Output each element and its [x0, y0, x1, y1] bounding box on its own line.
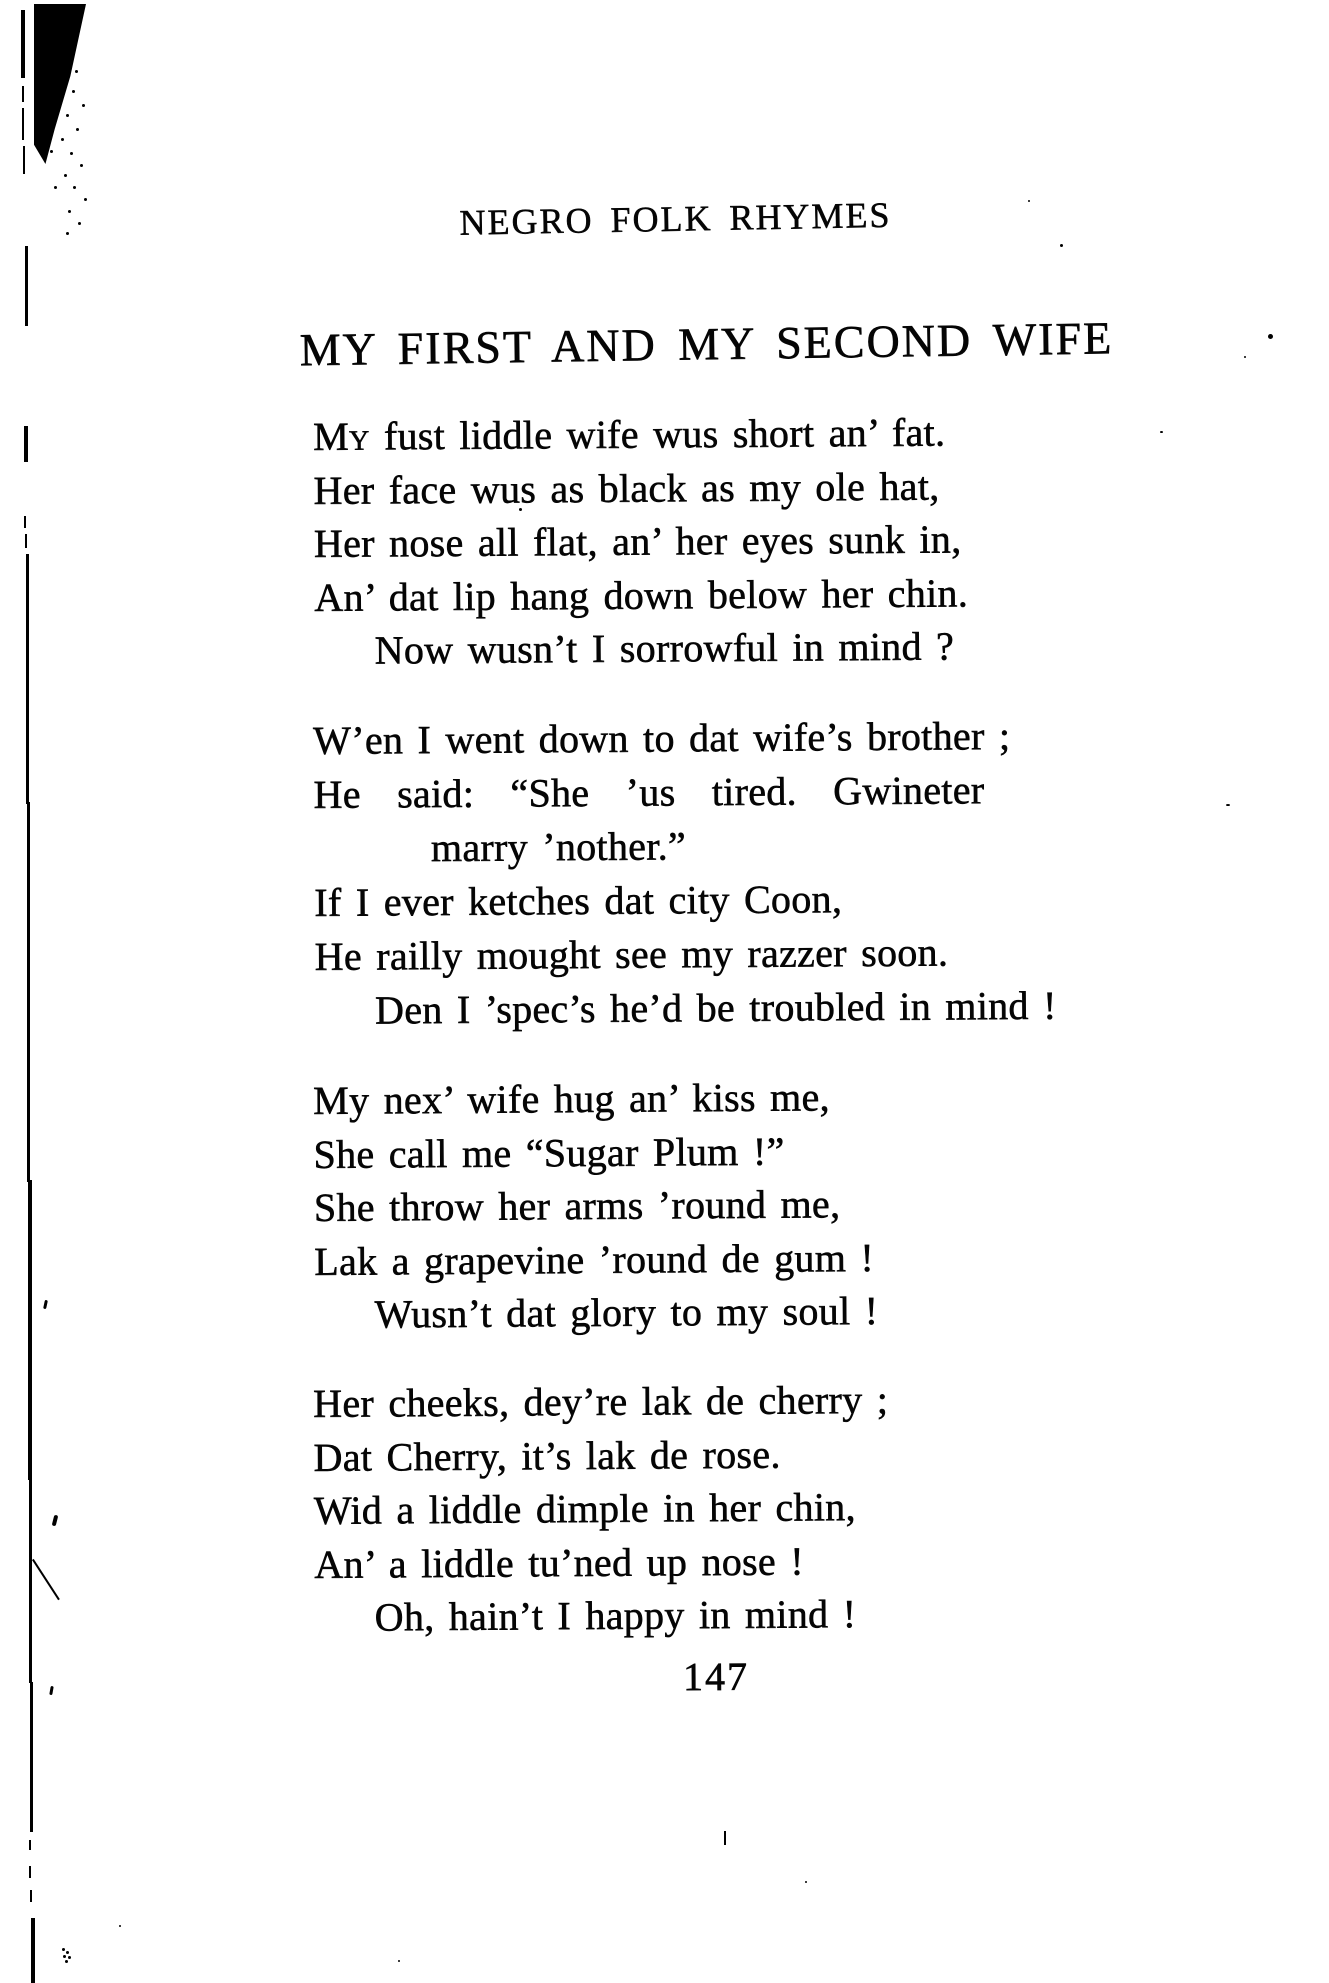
- poem-line-text: Lak a grapevine ’round de gum !: [314, 1234, 875, 1284]
- scan-speck: [805, 1881, 807, 1883]
- ink-speckles-artifact: [60, 40, 63, 43]
- margin-line-artifact: [24, 426, 28, 462]
- poem-line-text: An’ dat lip hang down below her chin.: [314, 569, 969, 620]
- poem-line: [375, 979, 1057, 1038]
- margin-line-artifact: [29, 1840, 31, 1850]
- poem-line-text: marry ’nother.”: [430, 823, 687, 871]
- scan-speck: [119, 1925, 121, 1927]
- poem-line-text: Oh, hain’t I happy in mind !: [374, 1591, 857, 1640]
- margin-line-artifact: [25, 534, 27, 548]
- poem-line-text: Her face wus as black as my ole hat,: [313, 463, 940, 513]
- poem-line: [315, 925, 1057, 984]
- poem-line-text: Wid a liddle dimple in her chin,: [313, 1484, 856, 1533]
- poem-line: [374, 1284, 878, 1341]
- poem-line-lead-word: My: [313, 413, 370, 459]
- poem-line: [313, 1070, 877, 1127]
- poem-line-text: Her cheeks, dey’re lak de cherry ;: [313, 1376, 889, 1426]
- poem-line-text: Den I ’spec’s he’d be troubled in mind !: [374, 982, 1057, 1033]
- margin-line-artifact: [26, 554, 29, 804]
- stanza: [313, 709, 1057, 1038]
- margin-line-artifact: [22, 86, 24, 102]
- scratch-line-artifact: [32, 1559, 60, 1600]
- ink-fleck-artifact: [49, 1686, 54, 1695]
- poem-line-text: fust liddle wife wus short an’ fat.: [383, 409, 946, 459]
- poem-line: [314, 566, 968, 624]
- poem-line-text: W’en I went down to dat wife’s brother ;: [313, 713, 1011, 763]
- poem-line-text: Dat Cherry, it’s lak de rose.: [313, 1431, 781, 1480]
- poem-line-text: My nex’ wife hug an’ kiss me,: [313, 1074, 831, 1123]
- poem-line: [313, 763, 1055, 822]
- margin-line-artifact: [28, 1180, 32, 1480]
- margin-line-artifact: [30, 1890, 32, 1902]
- poem-line: [314, 1533, 889, 1591]
- poem-line: [313, 405, 967, 463]
- margin-line-artifact: [31, 1918, 35, 1983]
- margin-line-artifact: [29, 1478, 32, 1683]
- poem-line-text: If I ever ketches dat city Coon,: [314, 876, 843, 925]
- ink-fleck-artifact: [52, 1515, 59, 1527]
- poem-line-text: Her nose all flat, an’ her eyes sunk in,: [313, 516, 962, 566]
- poem-line-text: Now wusn’t I sorrowful in mind ?: [374, 623, 955, 673]
- poem-title: MY FIRST AND MY SECOND WIFE: [299, 312, 1114, 376]
- scan-speck: [398, 1960, 400, 1962]
- stanza: [313, 1070, 879, 1341]
- poem-line: [313, 1124, 877, 1181]
- poem-line: [374, 1587, 889, 1644]
- stanza: [313, 405, 969, 677]
- margin-line-artifact: [30, 1682, 33, 1832]
- poem-line: [314, 1231, 878, 1288]
- poem-line-text: He said: “She ’us tired. Gwineter: [313, 767, 985, 817]
- ink-fleck-artifact: [43, 1300, 48, 1309]
- poem-line: [313, 459, 967, 517]
- poem-line: [431, 817, 1056, 875]
- poem-line: [314, 512, 968, 570]
- poem-line: [313, 1426, 888, 1484]
- scan-speck: [1226, 804, 1230, 806]
- poem-line-text: An’ a liddle tu’ned up nose !: [314, 1538, 805, 1587]
- running-header: NEGRO FOLK RHYMES: [459, 194, 892, 243]
- stanza: [313, 1373, 890, 1645]
- poem-line: [313, 1373, 888, 1431]
- margin-line-artifact: [21, 10, 25, 78]
- margin-line-artifact: [22, 108, 24, 140]
- poem-line-text: He railly mought see my razzer soon.: [314, 929, 949, 979]
- poem-line: [314, 871, 1056, 930]
- margin-line-artifact: [24, 516, 26, 528]
- poem-line-text: She throw her arms ’round me,: [313, 1181, 841, 1230]
- poem-line: [314, 1177, 878, 1234]
- scan-speck: [1060, 244, 1063, 247]
- poem-line-text: She call me “Sugar Plum !”: [313, 1128, 785, 1177]
- margin-line-artifact: [23, 146, 25, 174]
- margin-line-artifact: [29, 1866, 31, 1878]
- poem-line: [313, 709, 1055, 768]
- poem-line: [374, 619, 968, 677]
- scan-speck-cluster: [62, 1948, 65, 1951]
- margin-line-artifact: [27, 802, 30, 1182]
- scan-tick-artifact: [724, 1831, 726, 1845]
- poem-line: [314, 1480, 889, 1538]
- page-number: 147: [682, 1653, 750, 1700]
- scan-speck: [1160, 431, 1163, 433]
- ink-blob-artifact: [34, 4, 86, 164]
- margin-line-artifact: [25, 246, 28, 326]
- poem-line-text: Wusn’t dat glory to my soul !: [374, 1288, 879, 1337]
